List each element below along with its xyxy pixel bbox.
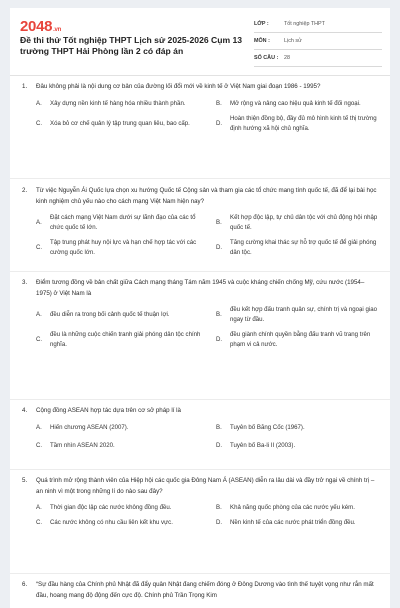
document-header bbox=[10, 8, 390, 76]
meta-value: Tốt nghiệp THPT bbox=[284, 21, 325, 27]
question-stem bbox=[22, 406, 378, 417]
option-letter: A. bbox=[36, 311, 42, 318]
question-number: 4. bbox=[22, 407, 28, 414]
option-text: Kết hợp độc lập, tự chủ dân tộc với chủ động hội nhập quốc tế. bbox=[230, 214, 378, 231]
option-a[interactable] bbox=[36, 305, 206, 325]
option-letter: A. bbox=[36, 99, 42, 107]
question-number: 3. bbox=[22, 279, 28, 286]
option-text: Thời gian độc lập các nước không đồng đều. bbox=[50, 504, 172, 511]
question-2 bbox=[22, 186, 378, 258]
question-5 bbox=[22, 476, 378, 528]
option-b[interactable] bbox=[216, 213, 386, 233]
option-letter: D. bbox=[216, 119, 223, 127]
option-text: Xây dựng nền kinh tế hàng hóa nhiều thành phần. bbox=[50, 99, 186, 107]
option-letter: D. bbox=[216, 519, 223, 526]
option-a[interactable] bbox=[36, 503, 206, 513]
meta-key: LỚP : bbox=[254, 21, 269, 27]
option-letter: C. bbox=[36, 519, 43, 526]
option-text: Các nước không có nhu cầu liên kết khu vực. bbox=[50, 519, 173, 526]
meta-value: Lịch sử bbox=[284, 38, 302, 44]
option-letter: B. bbox=[216, 504, 222, 511]
option-letter: A. bbox=[36, 504, 42, 511]
option-text: Đặt cách mạng Việt Nam dưới sự lãnh đạo của các tổ chức quốc tế lớn. bbox=[50, 214, 196, 231]
option-letter: C. bbox=[36, 441, 43, 449]
option-c[interactable] bbox=[36, 114, 206, 134]
option-c[interactable] bbox=[36, 518, 206, 528]
option-d[interactable] bbox=[216, 114, 386, 134]
answer-options bbox=[36, 423, 378, 451]
answer-options bbox=[36, 305, 378, 350]
option-text: đều diễn ra trong bối cảnh quốc tế thuận lợi. bbox=[50, 311, 170, 318]
option-letter: B. bbox=[216, 423, 222, 431]
question-text: “Sự đầu hàng của Chính phủ Nhật đã đẩy quân Nhật đang chiếm đóng ở Đông Dương vào tình thế tuyệt vọng như rắn mất đầu, hoang mang độ động đến cực độ. Chính phủ Trần Trọng Kim bbox=[36, 581, 374, 599]
question-stem bbox=[22, 186, 378, 207]
option-c[interactable] bbox=[36, 330, 206, 350]
meta-row-subject bbox=[254, 33, 382, 50]
question-number: 6. bbox=[22, 581, 28, 588]
option-text: Tuyên bố Ba-li II (2003). bbox=[230, 441, 296, 449]
question-text: Điểm tương đồng về bản chất giữa Cách mạng tháng Tám năm 1945 và cuộc kháng chiến chống Mỹ, cứu nước (1954–1975) ở Việt Nam là bbox=[36, 279, 365, 297]
option-a[interactable] bbox=[36, 213, 206, 233]
exam-meta bbox=[254, 16, 382, 67]
meta-row-count bbox=[254, 50, 382, 67]
option-a[interactable] bbox=[36, 99, 206, 109]
option-letter: B. bbox=[216, 219, 222, 226]
option-text: Khả năng quốc phòng của các nước yếu kém. bbox=[230, 504, 355, 511]
option-text: Hiến chương ASEAN (2007). bbox=[50, 423, 129, 431]
question-stem bbox=[22, 476, 378, 497]
question-separator bbox=[10, 399, 390, 400]
option-letter: D. bbox=[216, 441, 223, 449]
option-text: đều kết hợp đấu tranh quân sự, chính trị và ngoại giao ngay từ đầu. bbox=[230, 306, 377, 323]
option-letter: A. bbox=[36, 219, 42, 226]
option-text: Nền kinh tế của các nước phát triển đồng đều. bbox=[230, 519, 356, 526]
answer-options bbox=[36, 503, 378, 528]
question-number: 5. bbox=[22, 477, 28, 484]
meta-row-class bbox=[254, 16, 382, 33]
option-letter: C. bbox=[36, 336, 43, 343]
question-separator bbox=[10, 469, 390, 470]
option-text: Tuyên bố Băng Cốc (1967). bbox=[230, 423, 305, 431]
question-text: Từ việc Nguyễn Ái Quốc lựa chọn xu hướng Quốc tế Cộng sản và tham gia các tổ chức mang tính quốc tế, đã để lại bài học kinh nghiệm chủ yếu nào cho cách mạng Việt Nam hiện nay? bbox=[36, 187, 377, 205]
question-separator bbox=[10, 271, 390, 272]
question-text: Đâu không phải là nội dung cơ bản của đường lối đổi mới về kinh tế ở Việt Nam giai đoạn 1986 - 1995? bbox=[36, 83, 321, 90]
question-separator bbox=[10, 573, 390, 574]
question-1 bbox=[22, 82, 378, 134]
header-divider bbox=[10, 75, 390, 76]
option-letter: B. bbox=[216, 311, 222, 318]
question-stem bbox=[22, 82, 378, 93]
option-d[interactable] bbox=[216, 330, 386, 350]
answer-options bbox=[36, 99, 378, 134]
option-text: Hoàn thiện đồng bộ, đầy đủ mô hình kinh tế thị trường định hướng xã hội chủ nghĩa. bbox=[230, 114, 377, 132]
option-d[interactable] bbox=[216, 441, 386, 451]
site-logo[interactable] bbox=[20, 18, 61, 35]
question-4 bbox=[22, 406, 378, 451]
option-b[interactable] bbox=[216, 423, 386, 433]
option-d[interactable] bbox=[216, 518, 386, 528]
option-text: đều giành chính quyền bằng đấu tranh vũ trang trên phạm vi cả nước. bbox=[230, 331, 371, 348]
option-b[interactable] bbox=[216, 99, 386, 109]
option-text: Tập trung phát huy nội lực và hạn chế hợp tác với các cường quốc lớn. bbox=[50, 239, 197, 256]
exam-title: Đề thi thử Tốt nghiệp THPT Lịch sử 2025-2026 Cụm 13 trường THPT Hải Phòng lần 2 có đáp án bbox=[20, 35, 243, 56]
logo-main: 2048 bbox=[20, 18, 53, 35]
option-letter: D. bbox=[216, 336, 223, 343]
option-text: Tầm nhìn ASEAN 2020. bbox=[50, 441, 115, 449]
option-letter: D. bbox=[216, 244, 223, 251]
document-page bbox=[10, 8, 390, 608]
question-3 bbox=[22, 278, 378, 350]
option-b[interactable] bbox=[216, 503, 386, 513]
option-letter: C. bbox=[36, 119, 43, 127]
meta-key: SỐ CÂU : bbox=[254, 55, 279, 61]
question-number: 1. bbox=[22, 83, 28, 90]
question-text: Quá trình mở rộng thành viên của Hiệp hội các quốc gia Đông Nam Á (ASEAN) diễn ra lâu dài và đầy trở ngại về chính trị – an ninh vì một trong những lí do nào sau đây? bbox=[36, 477, 375, 495]
question-6 bbox=[22, 580, 378, 601]
meta-key: MÔN : bbox=[254, 38, 270, 44]
meta-value: 28 bbox=[284, 55, 290, 61]
option-letter: B. bbox=[216, 99, 222, 107]
answer-options bbox=[36, 213, 378, 258]
option-text: Tăng cường khai thác sự hỗ trợ quốc tế để giải phóng dân tộc. bbox=[230, 239, 377, 256]
logo-sub: .vn bbox=[53, 27, 61, 33]
question-number: 2. bbox=[22, 187, 28, 194]
option-letter: C. bbox=[36, 244, 43, 251]
option-text: đều là những cuộc chiến tranh giải phóng dân tộc chính nghĩa. bbox=[50, 331, 201, 348]
option-letter: A. bbox=[36, 423, 42, 431]
question-text: Cộng đồng ASEAN hợp tác dựa trên cơ sở pháp lí là bbox=[36, 407, 181, 414]
option-text: Xóa bỏ cơ chế quản lý tập trung quan liêu, bao cấp. bbox=[50, 119, 190, 127]
question-stem bbox=[22, 278, 378, 299]
question-separator bbox=[10, 178, 390, 179]
option-text: Mở rộng và nâng cao hiệu quả kinh tế đối ngoại. bbox=[230, 99, 361, 107]
option-b[interactable] bbox=[216, 305, 386, 325]
option-d[interactable] bbox=[216, 238, 386, 258]
option-c[interactable] bbox=[36, 238, 206, 258]
option-a[interactable] bbox=[36, 423, 206, 433]
question-stem bbox=[22, 580, 378, 601]
option-c[interactable] bbox=[36, 441, 206, 451]
